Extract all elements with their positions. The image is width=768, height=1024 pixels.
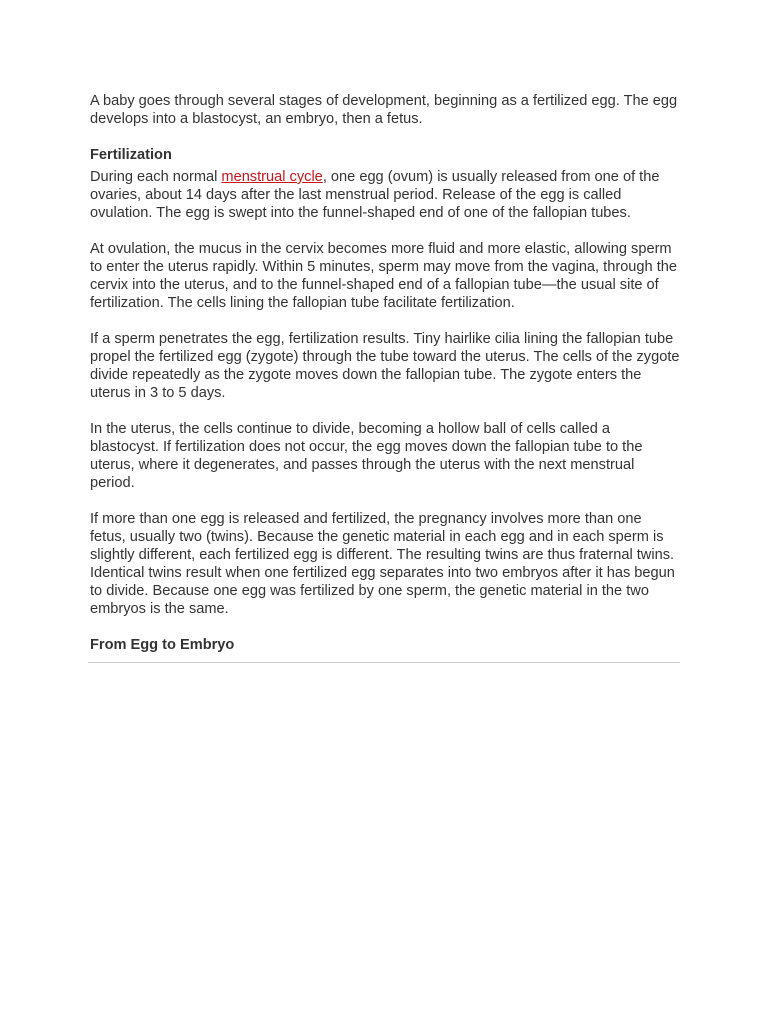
fertilization-paragraph-2: At ovulation, the mucus in the cervix becomes more fluid and more elastic, allowing sperm to enter the uterus rapidly. Within 5 minutes, sperm may move from the vagina, through the cervix into the uterus, and to the funnel-shaped end of a fallopian tube—the usual site of fertilization. The cells lining the fallopian tube facilitate fertilization. (90, 241, 677, 311)
menstrual-cycle-link[interactable]: menstrual cycle (221, 169, 323, 185)
paragraph-text-start: During each normal (90, 169, 222, 185)
fertilization-heading: Fertilization (90, 147, 172, 163)
intro-paragraph: A baby goes through several stages of development, beginning as a fertilized egg. The egg develops into a blastocyst, an embryo, then a fetus. (90, 93, 678, 127)
from-egg-to-embryo-heading: From Egg to Embryo (90, 637, 235, 653)
section-divider (88, 662, 680, 663)
paragraph-text-end: , one egg (ovum) is usually released from one of the ovaries, about 14 days after the last menstrual period. Release of the egg is called ovulation. The egg is swept into the funnel-shaped end of one of the fallopian tubes. (90, 169, 660, 221)
fertilization-paragraph-3: If a sperm penetrates the egg, fertilization results. Tiny hairlike cilia lining the fallopian tube propel the fertilized egg (zygote) through the tube toward the uterus. The cells of the zygote divide repeatedly as the zygote moves down the fallopian tube. The zygote enters the uterus in 3 to 5 days. (90, 331, 680, 401)
article-body (90, 92, 680, 654)
fertilization-paragraph-4: In the uterus, the cells continue to divide, becoming a hollow ball of cells called a blastocyst. If fertilization does not occur, the egg moves down the fallopian tube to the uterus, where it degenerates, and passes through the uterus with the next menstrual period. (90, 421, 643, 491)
fertilization-paragraph-5: If more than one egg is released and fertilized, the pregnancy involves more than one fetus, usually two (twins). Because the genetic material in each egg and in each sperm is slightly different, each fertilized egg is different. The resulting twins are thus fraternal twins. Identical twins result when one fertilized egg separates into two embryos after it has begun to divide. Because one egg was fertilized by one sperm, the genetic material in the two embryos is the same. (90, 511, 675, 617)
fertilization-paragraph-1 (90, 168, 680, 222)
